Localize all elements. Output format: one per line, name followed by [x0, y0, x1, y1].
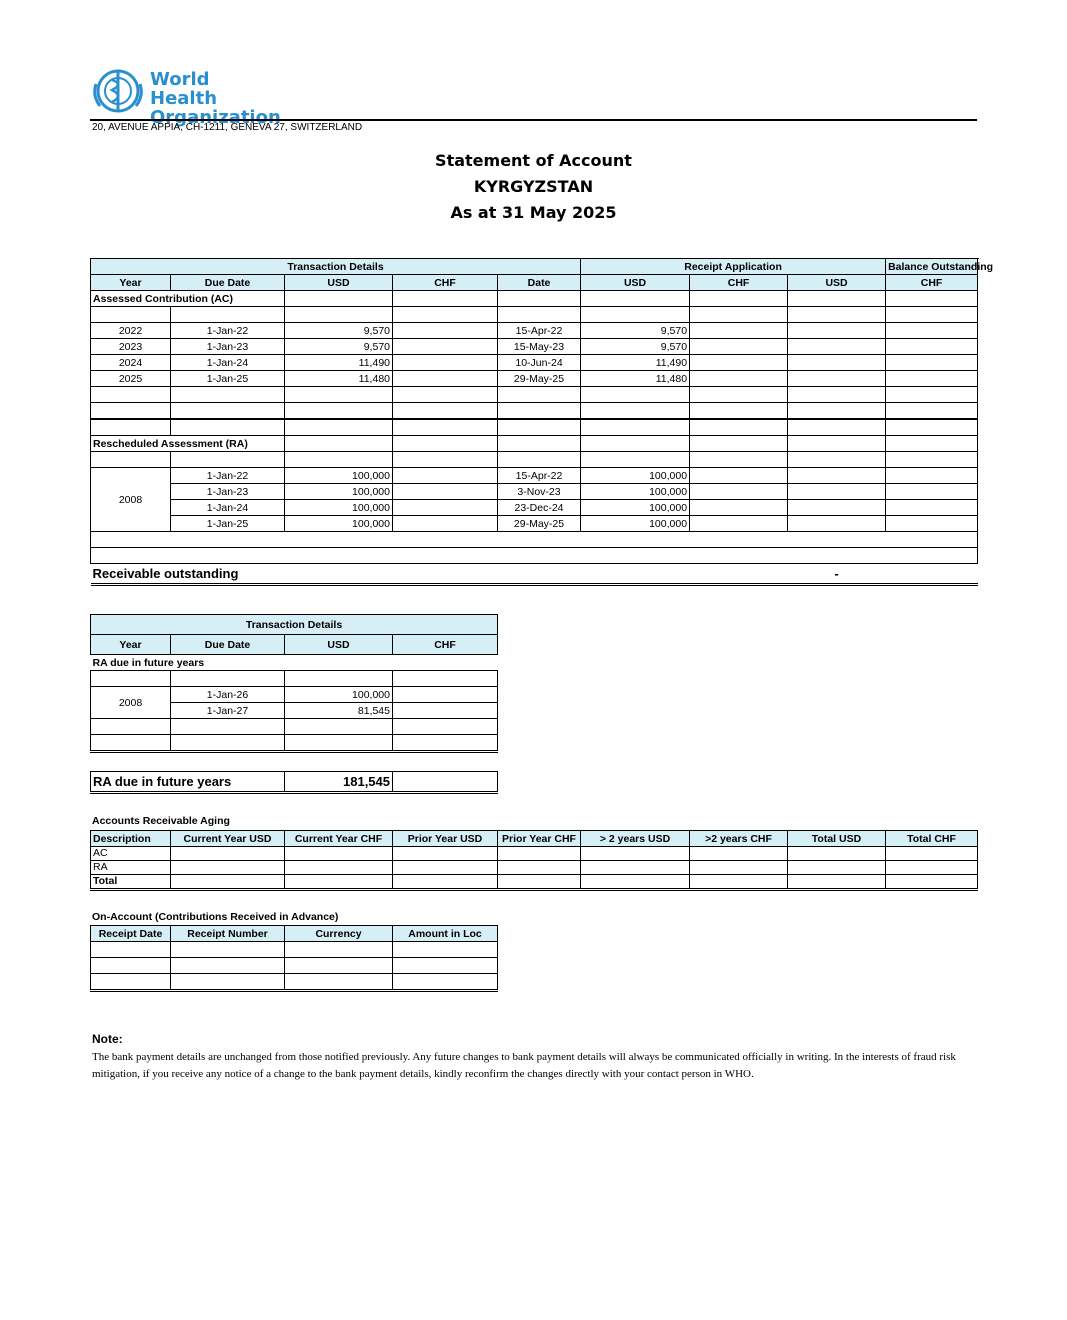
aging-col-header: Total USD — [788, 831, 886, 847]
table-row — [91, 958, 498, 974]
table-row — [91, 516, 978, 532]
aging-cell — [788, 861, 886, 875]
aging-col-header: Prior Year CHF — [498, 831, 581, 847]
ra-usd: 100,000 — [285, 468, 393, 484]
col-receipt-usd: USD — [581, 275, 690, 291]
oa-col-currency: Currency — [285, 926, 393, 942]
future-chf-2 — [393, 703, 498, 719]
table-row — [91, 735, 498, 752]
aging-cell — [581, 847, 690, 861]
ac-usd: 9,570 — [285, 323, 393, 339]
ac-balance-chf — [886, 323, 978, 339]
ac-due-date: 1-Jan-24 — [171, 355, 285, 371]
aging-row-label: Total — [91, 875, 171, 890]
ac-balance-chf — [886, 339, 978, 355]
table-row — [91, 387, 978, 403]
ac-year: 2024 — [91, 355, 171, 371]
org-address: 20, AVENUE APPIA, CH-1211, GENEVA 27, SWITZERLAND — [92, 122, 363, 133]
ra-usd: 100,000 — [285, 500, 393, 516]
note-text: The bank payment details are unchanged from those notified previously. Any future changes to bank payment details will always be communicated officially in writing. In the interests of fraud risk mitigation, if you receive any notice of a change to the bank payment details, kindly reconfirm the changes directly with your contact person in WHO. — [92, 1051, 956, 1080]
ra-balance-chf — [886, 516, 978, 532]
oa-col-receipt-date: Receipt Date — [91, 926, 171, 942]
col-year: Year — [91, 275, 171, 291]
col-receipt-chf: CHF — [690, 275, 788, 291]
col-due-date: Due Date — [171, 275, 285, 291]
aging-cell — [171, 875, 285, 890]
future-col-due-date: Due Date — [171, 635, 285, 655]
aging-cell — [498, 847, 581, 861]
aging-cell — [393, 875, 498, 890]
aging-cell — [690, 847, 788, 861]
ra-chf — [393, 468, 498, 484]
header-rule — [90, 119, 977, 121]
ra-section-row — [91, 436, 978, 452]
col-date: Date — [498, 275, 581, 291]
aging-cell — [581, 861, 690, 875]
ac-receipt-date: 15-May-23 — [498, 339, 581, 355]
future-col-year: Year — [91, 635, 171, 655]
ra-receipt-chf — [690, 500, 788, 516]
who-emblem-icon — [90, 66, 146, 116]
future-usd-2: 81,545 — [285, 703, 393, 719]
ac-due-date: 1-Jan-22 — [171, 323, 285, 339]
ra-usd: 100,000 — [285, 484, 393, 500]
column-header-row — [91, 275, 978, 291]
table-row — [91, 548, 978, 564]
ra-year: 2008 — [91, 468, 171, 532]
col-chf: CHF — [393, 275, 498, 291]
ra-receipt-usd: 100,000 — [581, 516, 690, 532]
ra-receipt-chf — [690, 468, 788, 484]
ac-receipt-date: 29-May-25 — [498, 371, 581, 387]
ra-due-date: 1-Jan-23 — [171, 484, 285, 500]
ac-year: 2022 — [91, 323, 171, 339]
future-ra-table — [90, 614, 498, 753]
ac-chf — [393, 323, 498, 339]
ac-due-date: 1-Jan-23 — [171, 339, 285, 355]
group-transaction-details: Transaction Details — [91, 259, 581, 275]
ac-due-date: 1-Jan-25 — [171, 371, 285, 387]
aging-cell — [690, 875, 788, 890]
ac-receipt-chf — [690, 323, 788, 339]
future-col-usd: USD — [285, 635, 393, 655]
ac-usd: 9,570 — [285, 339, 393, 355]
ra-due-date: 1-Jan-22 — [171, 468, 285, 484]
aging-cell — [886, 861, 978, 875]
aging-col-header: Prior Year USD — [393, 831, 498, 847]
ac-receipt-date: 10-Jun-24 — [498, 355, 581, 371]
aging-col-header: Description — [91, 831, 171, 847]
statement-table — [90, 258, 994, 586]
future-usd-1: 100,000 — [285, 687, 393, 703]
ra-balance-chf — [886, 500, 978, 516]
future-section-row — [91, 655, 498, 671]
aging-cell — [886, 847, 978, 861]
ac-receipt-date: 15-Apr-22 — [498, 323, 581, 339]
aging-col-header: Total CHF — [886, 831, 978, 847]
ra-due-date: 1-Jan-25 — [171, 516, 285, 532]
future-section-label: RA due in future years — [91, 655, 498, 671]
ra-balance-usd — [788, 500, 886, 516]
aging-cell — [690, 861, 788, 875]
table-row — [91, 974, 498, 991]
future-total-label: RA due in future years — [91, 772, 285, 793]
ra-receipt-chf — [690, 484, 788, 500]
receivable-label: Receivable outstanding — [91, 564, 788, 585]
aging-cell — [393, 861, 498, 875]
table-row — [91, 452, 978, 468]
aging-cell — [498, 875, 581, 890]
ra-rows — [91, 468, 978, 532]
table-row — [91, 484, 978, 500]
ac-usd: 11,490 — [285, 355, 393, 371]
ac-receipt-usd: 9,570 — [581, 339, 690, 355]
aging-col-header: Current Year USD — [171, 831, 285, 847]
table-row — [91, 671, 498, 687]
future-due-2: 1-Jan-27 — [171, 703, 285, 719]
table-row — [91, 468, 978, 484]
future-year: 2008 — [91, 687, 171, 719]
ra-chf — [393, 484, 498, 500]
aging-row — [91, 875, 978, 890]
col-usd: USD — [285, 275, 393, 291]
table-row — [91, 307, 978, 323]
aging-cell — [788, 875, 886, 890]
ac-section-label: Assessed Contribution (AC) — [91, 291, 285, 307]
ra-receipt-date: 23-Dec-24 — [498, 500, 581, 516]
ra-balance-chf — [886, 468, 978, 484]
table-row — [91, 719, 498, 735]
aging-header-row — [91, 831, 978, 847]
aging-row-label: AC — [91, 847, 171, 861]
aging-row — [91, 847, 978, 861]
aging-cell — [581, 875, 690, 890]
ac-receipt-usd: 11,480 — [581, 371, 690, 387]
ac-receipt-chf — [690, 371, 788, 387]
ac-balance-usd — [788, 339, 886, 355]
table-row — [91, 942, 498, 958]
ac-balance-usd — [788, 371, 886, 387]
ra-section-label: Rescheduled Assessment (RA) — [91, 436, 285, 452]
ac-balance-usd — [788, 323, 886, 339]
table-row — [91, 532, 978, 548]
ra-receipt-date: 15-Apr-22 — [498, 468, 581, 484]
ra-receipt-usd: 100,000 — [581, 468, 690, 484]
ra-receipt-usd: 100,000 — [581, 500, 690, 516]
logo-line2: Organization — [150, 107, 281, 128]
table-row — [91, 339, 978, 355]
ac-section-row — [91, 291, 978, 307]
note-heading: Note: — [92, 1032, 123, 1046]
on-account-header-row — [91, 926, 498, 942]
group-header-row — [91, 259, 978, 275]
ra-chf — [393, 500, 498, 516]
ra-balance-chf — [886, 484, 978, 500]
aging-cell — [498, 861, 581, 875]
ac-receipt-usd: 9,570 — [581, 323, 690, 339]
future-col-chf: CHF — [393, 635, 498, 655]
aging-col-header: > 2 years USD — [581, 831, 690, 847]
group-receipt-application: Receipt Application — [581, 259, 886, 275]
col-balance-chf: CHF — [886, 275, 978, 291]
aging-cell — [886, 875, 978, 890]
future-total-row — [91, 772, 498, 793]
ac-rows — [91, 323, 978, 387]
future-chf-1 — [393, 687, 498, 703]
aging-cell — [171, 861, 285, 875]
ac-balance-usd — [788, 355, 886, 371]
aging-col-header: Current Year CHF — [285, 831, 393, 847]
country-title: KYRGYZSTAN — [473, 177, 594, 196]
table-row — [91, 419, 978, 436]
note-block — [92, 1031, 972, 1083]
future-group-header-row — [91, 615, 498, 635]
ac-receipt-chf — [690, 355, 788, 371]
ac-usd: 11,480 — [285, 371, 393, 387]
aging-row — [91, 861, 978, 875]
ac-receipt-chf — [690, 339, 788, 355]
aging-row-label: RA — [91, 861, 171, 875]
ac-receipt-usd: 11,490 — [581, 355, 690, 371]
aging-table — [90, 830, 978, 891]
aging-cell — [393, 847, 498, 861]
ra-balance-usd — [788, 516, 886, 532]
ra-balance-usd — [788, 468, 886, 484]
aging-title: Accounts Receivable Aging — [92, 815, 230, 827]
future-group-header: Transaction Details — [91, 615, 498, 635]
future-row-1 — [91, 687, 498, 703]
statement-title: Statement of Account — [435, 151, 632, 170]
ac-chf — [393, 339, 498, 355]
aging-cell — [788, 847, 886, 861]
ra-receipt-date: 3-Nov-23 — [498, 484, 581, 500]
ra-chf — [393, 516, 498, 532]
aging-cell — [285, 847, 393, 861]
table-row — [91, 403, 978, 420]
aging-cell — [171, 847, 285, 861]
ra-receipt-usd: 100,000 — [581, 484, 690, 500]
future-total-table — [90, 771, 498, 794]
oa-col-receipt-number: Receipt Number — [171, 926, 285, 942]
aging-col-header: >2 years CHF — [690, 831, 788, 847]
ra-receipt-chf — [690, 516, 788, 532]
table-row — [91, 355, 978, 371]
who-logo — [90, 66, 281, 128]
col-balance-usd: USD — [788, 275, 886, 291]
ac-balance-chf — [886, 355, 978, 371]
aging-rows — [91, 847, 978, 890]
ac-chf — [393, 355, 498, 371]
ac-year: 2025 — [91, 371, 171, 387]
as-at-date: As at 31 May 2025 — [450, 203, 617, 222]
receivable-value: - — [788, 564, 886, 585]
on-account-title: On-Account (Contributions Received in Advance) — [92, 911, 339, 923]
future-column-header-row — [91, 635, 498, 655]
aging-cell — [285, 875, 393, 890]
table-row — [91, 371, 978, 387]
ac-year: 2023 — [91, 339, 171, 355]
ra-receipt-date: 29-May-25 — [498, 516, 581, 532]
ac-chf — [393, 371, 498, 387]
future-due-1: 1-Jan-26 — [171, 687, 285, 703]
receivable-row — [91, 564, 978, 585]
group-balance-outstanding: Balance Outstanding — [886, 259, 978, 275]
ra-usd: 100,000 — [285, 516, 393, 532]
ra-balance-usd — [788, 484, 886, 500]
table-row — [91, 323, 978, 339]
future-total-value: 181,545 — [285, 772, 393, 793]
on-account-table — [90, 925, 498, 992]
ra-due-date: 1-Jan-24 — [171, 500, 285, 516]
oa-col-amount: Amount in Loc — [393, 926, 498, 942]
logo-line1: World Health — [150, 69, 218, 109]
aging-cell — [285, 861, 393, 875]
table-row — [91, 500, 978, 516]
ac-balance-chf — [886, 371, 978, 387]
